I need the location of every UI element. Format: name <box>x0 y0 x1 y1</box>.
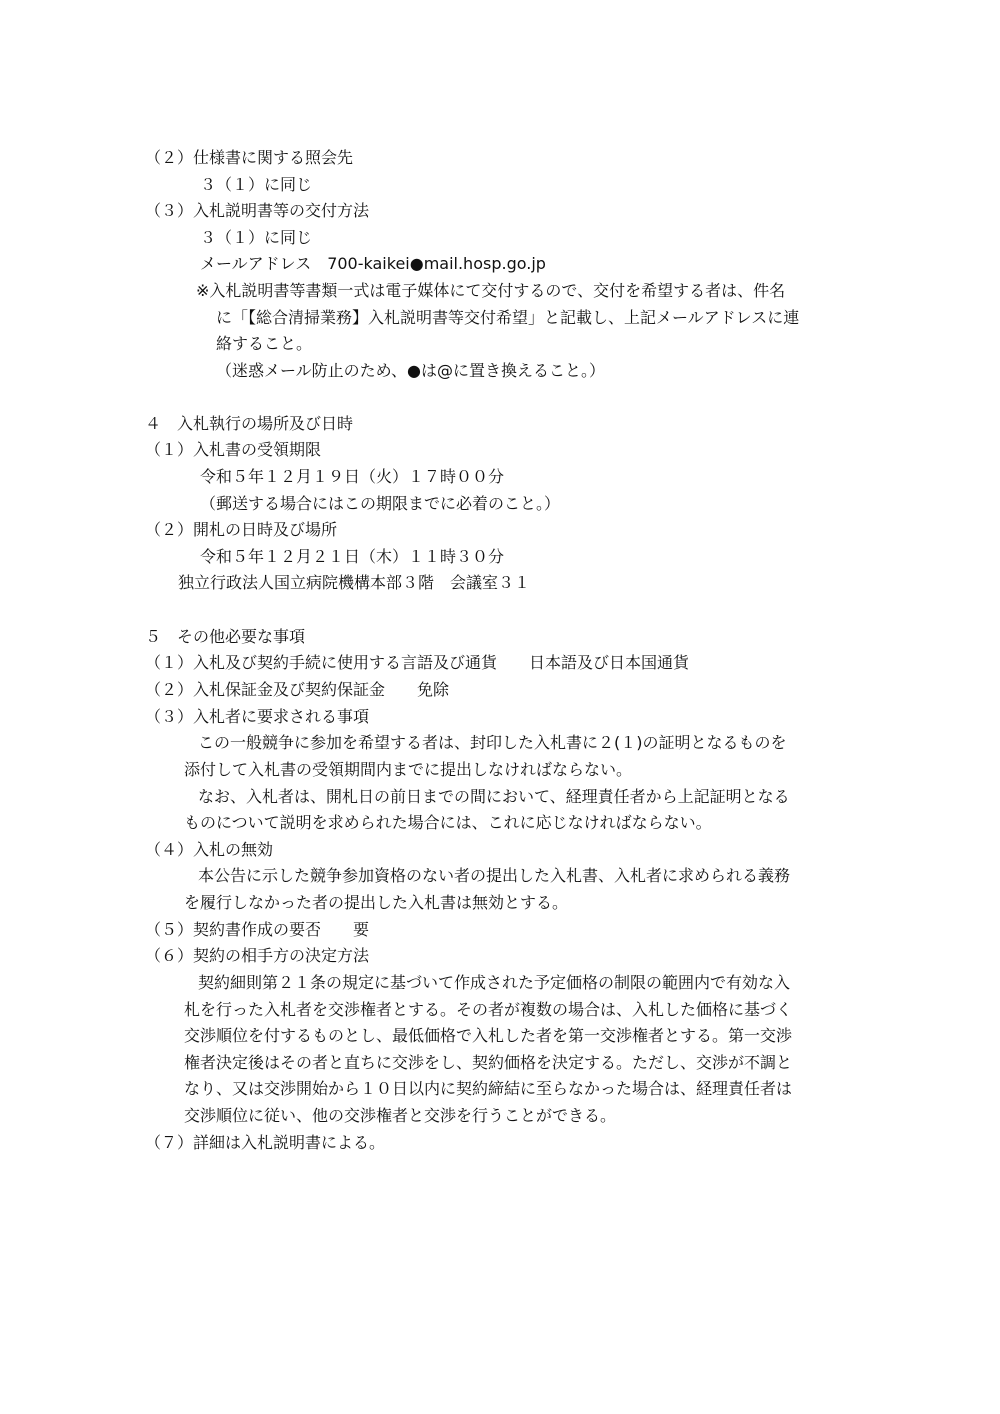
note-line-3: 絡すること。 <box>216 334 313 353</box>
section-5-6-line6: 交渉順位に従い、他の交渉権者と交渉を行うことができる。 <box>184 1106 617 1125</box>
section-3-3-heading: （３）入札説明書等の交付方法 <box>145 201 370 220</box>
section-5-6-line4: 権者決定後はその者と直ちに交渉をし、契約価格を決定する。ただし、交渉が不調と <box>184 1053 793 1072</box>
deadline-note: （郵送する場合にはこの期限までに必着のこと。） <box>200 494 561 513</box>
section-5-3-heading: （３）入札者に要求される事項 <box>145 707 370 726</box>
email-line: メールアドレス 700-kaikei●mail.hosp.go.jp <box>200 254 546 273</box>
section-5-2: （２）入札保証金及び契約保証金 免除 <box>145 680 450 699</box>
opening-datetime: 令和５年１２月２１日（木）１１時３０分 <box>200 547 505 566</box>
section-3-3-body: ３（１）に同じ <box>200 228 313 247</box>
section-5-4-heading: （４）入札の無効 <box>145 840 274 859</box>
note-line-1: ※入札説明書等書類一式は電子媒体にて交付するので、交付を希望する者は、件名 <box>196 281 786 300</box>
section-5-3-para2-line2: ものについて説明を求められた場合には、これに応じなければならない。 <box>184 813 712 832</box>
section-5-5: （５）契約書作成の要否 要 <box>145 920 370 939</box>
section-5-heading: ５ その他必要な事項 <box>145 627 306 646</box>
section-4-1-heading: （１）入札書の受領期限 <box>145 440 322 459</box>
section-5-3-para2-line1: なお、入札者は、開札日の前日までの間において、経理責任者から上記証明となる <box>198 787 790 806</box>
section-4-heading: ４ 入札執行の場所及び日時 <box>145 414 354 433</box>
section-5-6-line2: 札を行った入札者を交渉権者とする。その者が複数の場合は、入札した価格に基づく <box>184 1000 793 1019</box>
opening-place: 独立行政法人国立病院機構本部３階 会議室３１ <box>178 573 531 592</box>
section-5-3-para1-line1: この一般競争に参加を希望する者は、封印した入札書に２(１)の証明となるものを <box>198 733 787 752</box>
section-5-3-para1-line2: 添付して入札書の受領期間内までに提出しなければならない。 <box>184 760 633 779</box>
section-5-4-line2: を履行しなかった者の提出した入札書は無効とする。 <box>184 893 569 912</box>
note-line-2: に「【総合清掃業務】入札説明書等交付希望」と記載し、上記メールアドレスに連 <box>216 308 800 327</box>
section-5-6-line5: なり、又は交渉開始から１０日以内に契約締結に至らなかった場合は、経理責任者は <box>184 1079 793 1098</box>
note-line-4: （迷惑メール防止のため、●は@に置き換えること。） <box>216 361 606 380</box>
section-5-6-line3: 交渉順位を付するものとし、最低価格で入札した者を第一交渉権者とする。第一交渉 <box>184 1026 793 1045</box>
section-3-2-body: ３（１）に同じ <box>200 175 313 194</box>
section-5-6-heading: （６）契約の相手方の決定方法 <box>145 946 370 965</box>
section-5-7: （７）詳細は入札説明書による。 <box>145 1133 386 1152</box>
section-5-1: （１）入札及び契約手続に使用する言語及び通貨 日本語及び日本国通貨 <box>145 653 690 672</box>
section-5-4-line1: 本公告に示した競争参加資格のない者の提出した入札書、入札者に求められる義務 <box>198 866 791 885</box>
section-3-2-heading: （２）仕様書に関する照会先 <box>145 148 354 167</box>
section-5-6-line1: 契約細則第２１条の規定に基づいて作成された予定価格の制限の範囲内で有効な入 <box>198 973 791 992</box>
section-4-2-heading: （２）開札の日時及び場所 <box>145 520 338 539</box>
deadline-datetime: 令和５年１２月１９日（火）１７時００分 <box>200 467 505 486</box>
